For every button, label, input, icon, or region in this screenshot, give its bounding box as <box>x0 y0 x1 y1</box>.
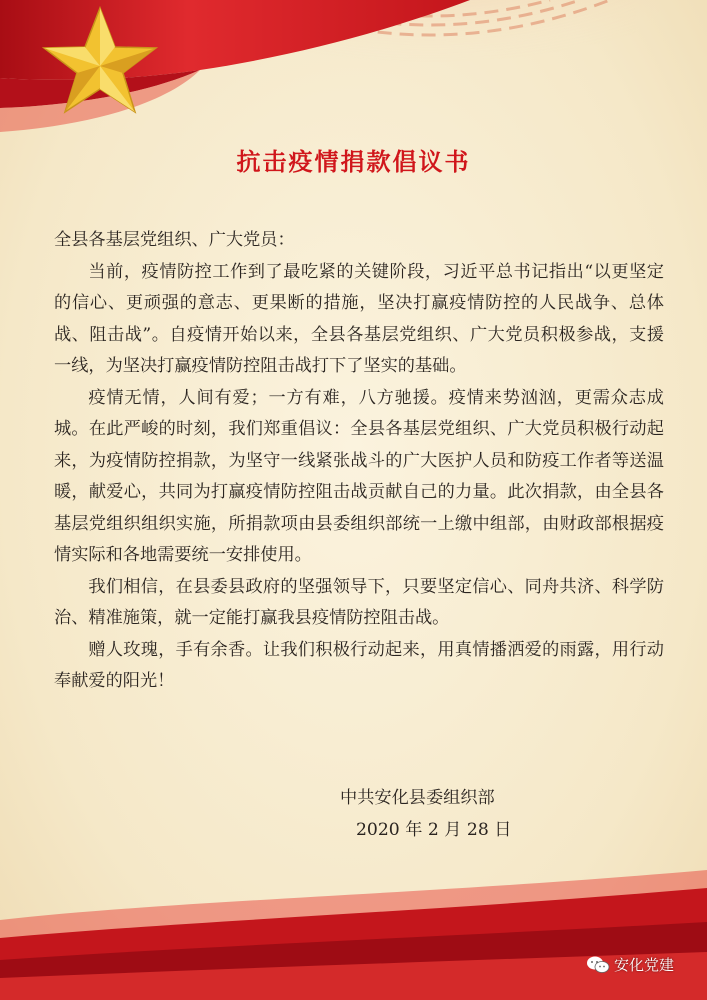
paragraph-3: 我们相信，在县委县政府的坚强领导下，只要坚定信心、同舟共济、科学防治、精准施策，就一定能打赢我县疫情防控阻击战。 <box>54 576 664 628</box>
paragraph-1: 当前，疫情防控工作到了最吃紧的关键阶段，习近平总书记指出“以更坚定的信心、更顽强的意志、更果断的措施，坚决打赢疫情防控的人民战争、总体战、阻击战”。自疫情开始以来，全县各基层党组织、广大党员积极参战，支援一线，为坚决打赢疫情防控阻击战打下了坚实的基础。 <box>54 261 664 376</box>
signature-organization: 中共安化县委组织部 <box>340 788 495 808</box>
bottom-ribbon-decoration <box>0 860 707 1000</box>
signature-date: 2020 年 2 月 28 日 <box>356 820 512 840</box>
paragraph-2: 疫情无情，人间有爱；一方有难，八方驰援。疫情来势汹汹，更需众志成城。在此严峻的时刻，我们郑重倡议：全县各基层党组织、广大党员积极行动起来，为疫情防控捐款，为坚守一线紧张战斗的广大医护人员和防疫工作者等送温暖，献爱心，共同为打赢疫情防控阻击战贡献自己的力量。此次捐款，由全县各基层党组织组织实施，所捐款项由县委组织部统一上缴中组部，由财政部根据疫情实际和各地需要统一安排使用。 <box>54 387 664 565</box>
letter-body <box>54 225 664 698</box>
top-banner-decoration <box>0 0 707 140</box>
wechat-icon <box>586 955 610 975</box>
document-title: 抗击疫情捐款倡议书 <box>236 147 471 176</box>
watermark-text: 安化党建 <box>614 956 675 974</box>
signature-block <box>340 782 511 846</box>
salutation: 全县各基层党组织、广大党员： <box>54 230 295 250</box>
watermark <box>586 954 674 975</box>
paragraph-4: 赠人玫瑰，手有余香。让我们积极行动起来，用真情播洒爱的雨露，用行动奉献爱的阳光！ <box>54 639 664 691</box>
